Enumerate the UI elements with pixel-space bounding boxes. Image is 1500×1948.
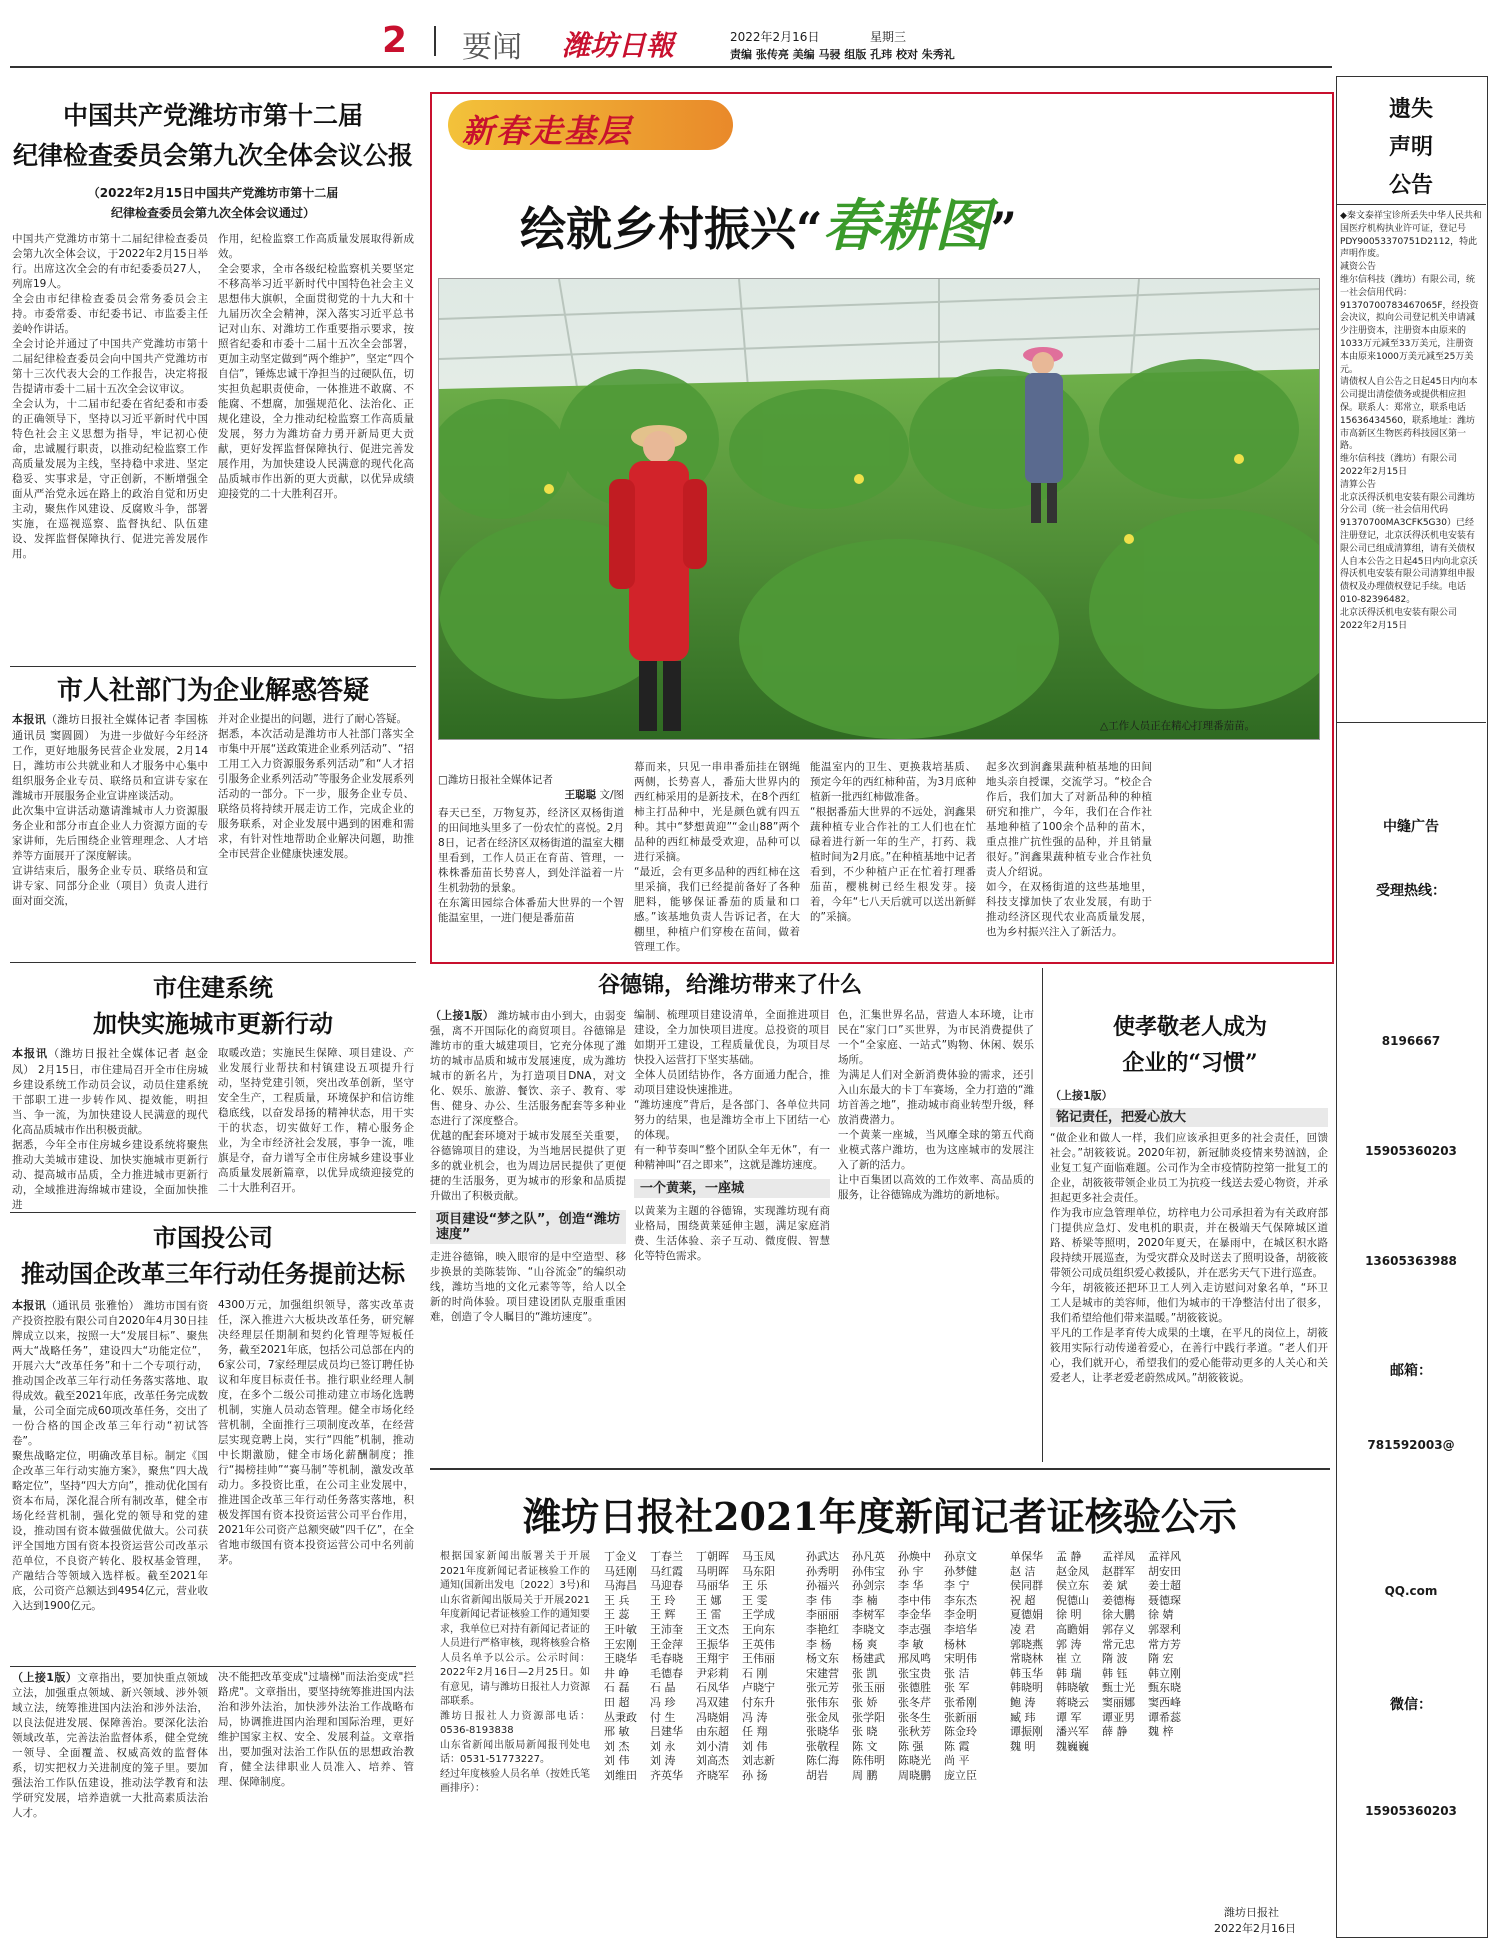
notice-names-col11: 孟祥凤 赵群军 姜 斌 姜德梅 徐大鹏 郭存义 常元忠 隋 波 韩 钰 甄士光 窦丽娜 谭亚男 薛 静 bbox=[1102, 1550, 1135, 1739]
elderly-title-1: 使孝敬老人成为 bbox=[1112, 1014, 1267, 1040]
headline-suffix: ” bbox=[990, 202, 1017, 256]
feature-byline bbox=[438, 772, 624, 802]
invest-body-col1 bbox=[12, 1298, 208, 1662]
hr-body-col2: 并对企业提出的问题，进行了耐心答疑。 据悉，本次活动是潍坊市人社部门落实全市集中开展“送政策进企业系列活动”、“招工用工入力资源服务系列活动”和“人才招引服务企业系列活动”等服务企业发展系列活动的一部分。下一步，服务企业专员、联络员将持续开展走访工作，完成企业的服务联系，对企业发展中遇到的困难和需求，有针对性地帮助企业解决问题，助推全市民营企业健康快速发展。 bbox=[218, 713, 414, 860]
notice-names-col9: 单保华 赵 洁 侯同群 祝 超 夏德娟 凌 君 郭晓燕 常晓林 韩玉华 韩晓明 鲍 涛 臧 玮 谭振刚 魏 明 bbox=[1010, 1550, 1043, 1753]
rule-2 bbox=[10, 962, 416, 963]
notice-names-col5: 孙武达 孙秀明 孙福兴 李 伟 李丽丽 李艳红 李 杨 杨文东 宋建营 张元芳 张伟东 张金凤 张晓华 张敬程 陈仁海 胡岩 bbox=[806, 1550, 839, 1782]
zhonglian-title: 中缝广告 bbox=[1383, 819, 1439, 835]
notice-footer-date: 2022年2月16日 bbox=[1214, 1922, 1296, 1935]
ad-rule-1 bbox=[1336, 204, 1486, 205]
gude-col2-extra: 以黄莱为主题的谷德锦，实现潍坊现有商业格局，围绕黄莱延伸主题，满足家庭消费、生活体验、亲子互动、微度假、智慧化等特色需求。 bbox=[634, 1205, 830, 1262]
feature-body-col4: 起多次到润鑫果蔬种植基地的田间地头亲自授课，交流学习。“校企合作后，我们加大了对新品种的种植研究和推广，今年，我们在合作社基地种植了100余个品种的苗木，重点推广抗性强的品种，并且销量很好。”润鑫果蔬种植专业合作社负责人介绍说。 如今，在双杨街道的这些基地里，科技支撑加快了农业发展，有助于推动经济区现代农业高质量发展，也为乡村振兴注入了新活力。 bbox=[986, 761, 1152, 938]
issue-weekday: 星期三 bbox=[870, 30, 907, 44]
hr-title: 市人社部门为企业解惑答疑 bbox=[56, 676, 369, 706]
lost-title-3: 公告 bbox=[1388, 172, 1433, 198]
gude-body-col3: 色，汇集世界名品，营造人本环境，让市民在“家门口”买世界，为市民消费提供了一个“全家庭、一站式”购物、休闲、娱乐场所。 为满足人们对全新消费体验的需求，还引入山东最大的卡丁车赛场，全力打造的“潍坊首善之地”，推动城市商业转型升级，释放消费潜力。 一个黄莱一座城，当风靡全球的第五代商业模式落户潍坊，也为这座城市的发展注入了新的活力。 让中百集团以高效的工作效率、高品质的服务，让谷德锦成为潍坊的新地标。 bbox=[838, 1009, 1034, 1201]
city-byline-label: 本报讯 bbox=[12, 1047, 49, 1060]
page-number: 2 bbox=[382, 20, 408, 61]
photo-caption: △工作人员正在精心打理番茄苗。 bbox=[1100, 720, 1256, 732]
hr-body-col1 bbox=[12, 712, 208, 962]
elderly-body-text: “做企业和做人一样，我们应该承担更多的社会责任，回馈社会。”胡筱筱说。2020年初，新冠肺炎疫情来势汹汹，企业复工复产面临难题。公司作为全市疫情防控第一批复工的企业，胡筱筱带领企业员工为抗疫一线送去爱心物资，并承担起更多社会责任。 作为我市应急管理单位，坊梓电力公司承担着为有关政府部门提供应急灯、发电机的职责，并在极端天气保障城区道路、桥梁等照明，2020年夏天，在暴雨中，在城区积水路段持续开展巡查，为受灾群众及时送去了照明设备，胡筱筱带领公司成员组织爱心救援队，并在恶劣天气下进行巡查。 今年，胡筱筱还把环卫工人列入走访慰问对象名单，“环卫工人是城市的美容师，他们为城市的干净整洁付出了很多，我们希望给他们带来温暖。”胡筱筱说。 平凡的工作是孝育传大成果的土壤，在平凡的岗位上，胡筱筱用实际行动传递着爱心，在善行中践行孝道。“老人们开心，我们就开心，希望我们的爱心能带动更多的人关心和关爱老人，让孝老爱老蔚然成风。”胡筱筱说。 bbox=[1050, 1132, 1328, 1384]
gude-source: （上接1版） bbox=[430, 1009, 494, 1022]
law-body-col1: （上接1版）文章指出，要加快重点领域立法，加强重点领域、新兴领域、涉外领域立法，统筹推进国内法治和涉外法治，以良法促进发展、保障善治。要深化法治领域改革，完善法治监督体系，健全党统一领导、全面覆盖、权威高效的监督体系，切实把权力关进制度的笼子里。要加强法治工作队伍建设，推动法学教育和法学研究发展，培养造就一大批高素质法治人才。 bbox=[12, 1671, 208, 1819]
notice-title: 潍坊日报社2021年度新闻记者证核验公示 bbox=[523, 1494, 1237, 1539]
gude-subhead-1: 项目建设“梦之队”，创造“潍坊速度” bbox=[430, 1210, 626, 1244]
city-title-2: 加快实施城市更新行动 bbox=[93, 1009, 333, 1038]
notice-body: 根据国家新闻出版署关于开展2021年度新闻记者证核验工作的通知(国新出发电〔2022〕3号)和山东省新闻出版局关于开展2021年度新闻记者证核验工作的通知要求，我单位已对持有新闻记者证的人员进行严格审核，现将核验合格人员名单予以公示。公示时间：2022年2月16日—2月25日。如有意见，请与潍坊日报社人力资源部联系。 潍坊日报社人力资源部电话：0536-8193838 山东省新闻出版局新闻报刊处电话：0531-51773227。 经过年度核验人员名单（按姓氏笔画排序）： bbox=[440, 1551, 590, 1794]
discipline-body-col2: 作用，纪检监察工作高质量发展取得新成效。 全会要求，全市各级纪检监察机关要坚定不移高举习近平新时代中国特色社会主义思想伟大旗帜，全面贯彻党的十九大和十九届历次全会精神，深入落实习近平总书记对山东、对潍坊工作重要指示要求，按照省纪委和市委十二届十五次全会部署，更加主动坚定做到“两个维护”，坚定“四个自信”，锤炼忠诚干净担当的过硬队伍，切实担负起职责使命，一体推进不敢腐、不能腐、不想腐，加强规范化、法治化、正规化建设，全力推动纪检监察工作高质量发展，努力为潍坊奋力勇开新局更大贡献，更好发挥监督保障执行、促进完善发展作用，为加快建设人民满意的现代化高品质城市作出新的更大贡献，以优异成绩迎接党的二十大胜利召开。 bbox=[218, 233, 414, 500]
feature-author-name: 王聪聪 bbox=[564, 789, 597, 801]
discipline-body-col1: 中国共产党潍坊市第十二届纪律检查委员会第九次全体会议，于2022年2月15日举行。出席这次全会的有市纪委委员27人，列席19人。 全会由市纪律检查委员会常务委员会主持。市委常委、市纪委书记、市监委主任姜岭作讲话。 全会讨论并通过了中国共产党潍坊市第十二届纪律检查委员会向中国共产党潍坊市第十三次代表大会的工作报告，决定将报告提请市委十二届十五次全会议审议。 全会认为，十二届市纪委在省纪委和市委的正确领导下，坚持以习近平新时代中国特色社会主义思想为指导，牢记初心使命，忠诚履行职责，以推动纪检监察工作高质量发展为主线，坚持稳中求进、坚定稳妥、实事求是，守正创新，不断增强全面从严治党永远在路上的政治自觉和历史主动，聚焦作风建设、反腐败斗争，部署实施，在巡视巡察、监督执纪、队伍建设、发挥监督保障执行、促进完善发展作用。 bbox=[12, 233, 208, 560]
hr-byline-label: 本报讯 bbox=[12, 713, 46, 726]
city-byline: （潍坊日报社全媒体记者 赵金凤） bbox=[12, 1047, 208, 1076]
ad-phone-1[interactable]: 8196667 bbox=[1381, 1034, 1441, 1048]
feature-body-col3: 能温室内的卫生、更换栽培基质、预定今年的西红柿种苗，为3月底种植新一批西红柿做准备。 “根据番茄大世界的不远处，润鑫果蔬种植专业合作社的工人们也在忙碌着进行新一年的生产，打药、栽植时间为2月底。”在种植基地中记者看到，不少种植户正在忙着打理番茄苗，樱桃树已经生根发芽。接着，今年“七八天后就可以送出新鲜的”采摘。 bbox=[810, 761, 976, 923]
ad-email-2[interactable]: QQ.com bbox=[1384, 1584, 1438, 1598]
divider-bar bbox=[434, 26, 436, 56]
notice-names-col4: 马玉凤 马东阳 王 乐 王 雯 王学成 王向东 王英伟 王伟丽 石 刚 卢晓宁 付东升 冯 涛 任 翔 刘 伟 刘志新 孙 扬 bbox=[742, 1550, 775, 1782]
feature-body-col2: 幕而来，只见一串串番茄挂在钢绳两侧，长势喜人，番茄大世界内的西红柿采用的是新技术，在8个西红柿主打品种中，光是颜色就有四五种。其中“梦想黄迎”“金山88”两个品种的西红柿最受欢迎，品种可以进行采摘。 “最近，会有更多品种的西红柿在这里采摘，我们已经提前备好了各种肥料，能够保证番茄的质量和口感。”该基地负责人告诉记者，在大棚里，种植户们穿梭在苗间，做着管理工作。 bbox=[634, 761, 800, 952]
top-rule bbox=[10, 66, 1332, 68]
law-body-col2: 决不能把改革变成"过墙梯"而法治变成"拦路虎"。文章指出，要坚持统筹推进国内法治和涉外法治，加快涉外法治工作战略布局，协调推进国内治理和国际治理，更好维护国家主权、安全、发展利益。文章指出，要加强对法治工作队伍的思想政治教育，健全法律职业人员准入、培养、管理、保障制度。 bbox=[218, 1671, 414, 1788]
lost-body: ◆秦文泰祥宝诊所丢失中华人民共和国医疗机构执业许可证，登记号PDY90053370751D2112，特此声明作废。 减资公告 维尔信科技（潍坊）有限公司，统一社会信用代码：91370700783467065F，经投资会决议，拟向公司登记机关申请减少注册资本，注册资本由原来的1033万元减至33万美元，注册资本由原来1000万美元减至25万美元。 请债权人自公告之日起45日内向本公司提出清偿债务或提供相应担保。联系人：郑常立，联系电话15636434560，联系地址：潍坊市高新区生物医药科技园区第一路。 维尔信科技（潍坊）有限公司 2022年2月15日 清算公告 北京沃得沃机电安装有限公司潍坊分公司（统一社会信用代码91370700MA3CFK5G30）已经注册登记，北京沃得沃机电安装有限公司已组成清算组，请有关债权人自本公告之日起45日内向北京沃得沃机电安装有限公司清算组申报债权及办理债权登记手续。电话010-82396482。 北京沃得沃机电安装有限公司 2022年2月15日 bbox=[1340, 211, 1482, 631]
city-body-col2: 取暖改造；实施民生保障、项目建设、产业发展行业帮扶和村镇建设五项提升行动，坚持党建引领，突出改革创新，坚守安全生产，工程质量，环境保护和信访维稳底线，以奋发昂扬的精神状态，用干实干的状态，切实做好工作，精心服务企业，为全市经济社会发展，事争一流，唯旗是夺，奋力谱写全市住房城乡建设事业高质量发展新篇章，以优异成绩迎接党的二十大胜利召开。 bbox=[218, 1047, 414, 1194]
wechat-label: 微信： bbox=[1390, 1697, 1432, 1713]
feature-headline bbox=[520, 182, 1240, 262]
invest-body-col2: 4300万元，加强组织领导，落实改革责任，深入推进六大板块改革任务，研究解决经理层任期制和契约化管理等短板任务，截至2021年底，包括公司总部在内的6家公司，7家经理层成员均已签订聘任协议和年度目标责任书。推行职业经理人制度，在多个二级公司推动建立市场化选聘机制，实施人员动态管理。健全市场化经营机制，全面推行三项制度改革，在经营层实现竞聘上岗，实行“四能”机制，推动中长期激励，健全市场化薪酬制度；推行“揭榜挂帅”“赛马制”等机制，激发改革动力。多投资比重，在公司主业发展中，推进国企改革三年行动任务落实落地，积极发挥国有资本投资运营公司平台作用，2021年公司资产总额突破“四千亿”，在全省地市级国有资本投资运营公司中名列前茅。 bbox=[218, 1299, 414, 1566]
law-source: （上接1版） bbox=[12, 1671, 78, 1684]
notice-names-col3: 丁朝晖 马明晖 马丽华 王 娜 王 雷 王文杰 王振华 王翔宇 尹彩莉 石凤华 冯双建 冯晓娟 由东超 刘小清 刘高杰 齐晓军 bbox=[696, 1550, 729, 1782]
gude-body-col2 bbox=[634, 1008, 830, 1462]
feature-body-col1: 春天已至，万物复苏，经济区双杨街道的田间地头里多了一份农忙的喜悦。2月8日，记者在经济区双杨街道的温室大棚里看到，工作人员正在育苗、管理，一株株番茄苗长势喜人，到处洋溢着一片生机勃勃的景象。 在东篱田园综合体番茄大世界的一个智能温室里，一进门便是番茄苗 bbox=[438, 807, 624, 924]
notice-footer-org: 潍坊日报社 bbox=[1224, 1906, 1279, 1919]
greenhouse-photo bbox=[438, 278, 1320, 740]
ad-email-1[interactable]: 781592003@ bbox=[1367, 1438, 1455, 1452]
invest-title-1: 市国投公司 bbox=[153, 1223, 273, 1252]
vertical-rule-elderly bbox=[1042, 968, 1043, 1462]
elderly-title-2: 企业的“习惯” bbox=[1122, 1050, 1258, 1076]
feature-author-suffix: 文/图 bbox=[599, 789, 624, 801]
paper-name: 潍坊日報 bbox=[562, 29, 675, 62]
gude-title: 谷德锦，给潍坊带来了什么 bbox=[597, 972, 862, 998]
hotline-label: 受理热线： bbox=[1376, 883, 1446, 899]
feature-author-label: □潍坊日报社全媒体记者 bbox=[438, 774, 553, 786]
notice-names-col12: 孟祥风 胡安田 姜士超 聂德琛 徐 婧 郭翠利 常方芳 隋 宏 韩立刚 甄东晓 窦西峰 谭希蕊 魏 梓 bbox=[1148, 1550, 1181, 1739]
rule-notice-top bbox=[430, 1468, 1330, 1470]
gude-col1-text: 潍坊城市由小到大，由弱变强，离不开国际化的商贸项目。谷德锦是潍坊市的重大城建项目，它充分体现了潍坊的城市品质和城市发展速度，成为潍坊城市的新名片，为打造项目DNA，对文化、娱乐、旅游、餐饮、亲子、教育、零售、健身、办公、生活服务配套等多种业态进行了深度整合。 优越的配套环境对于城市发展至关重要，谷德锦项目的建设，为当地居民提供了更多的就业机会，也为周边居民提供了更便捷的生活服务，更为城市的形象和品质提升做出了积极贡献。 bbox=[430, 1010, 626, 1202]
gude-body-col1 bbox=[430, 1008, 626, 1462]
hr-byline: （潍坊日报社全媒体记者 李国栋 通讯员 窦圆圆） bbox=[12, 713, 208, 742]
notice-names-col10: 孟 静 赵金凤 侯立东 倪德山 徐 明 高瞻娟 郭 涛 崔 立 韩 瑞 韩晓敏 蒋晓云 谭 军 潘兴军 魏巍巍 bbox=[1056, 1550, 1089, 1753]
rule-1 bbox=[10, 666, 416, 667]
discipline-subtitle-1: （2022年2月15日中国共产党潍坊市第十二届 bbox=[87, 186, 339, 200]
feature-banner-text: 新春走基层 bbox=[462, 112, 633, 150]
discipline-title-2: 纪律检查委员会第九次全体会议公报 bbox=[12, 141, 413, 170]
email-label: 邮箱： bbox=[1390, 1363, 1432, 1379]
notice-names-col1: 丁金义 马廷刚 马海昌 王 兵 王 蕊 王叶敏 王宏刚 王晓华 井 峥 石 磊 田 超 丛秉政 邢 敏 刘 杰 刘 伟 刘维田 bbox=[604, 1550, 637, 1782]
masthead bbox=[0, 0, 1500, 65]
feature-body-col5 bbox=[1162, 760, 1322, 952]
ad-rule-2 bbox=[1336, 722, 1486, 723]
section-title: 要闻 bbox=[462, 30, 522, 65]
invest-title-2: 推动国企改革三年行动任务提前达标 bbox=[21, 1259, 405, 1288]
rule-3 bbox=[10, 1212, 416, 1213]
ad-wechat[interactable]: 15905360203 bbox=[1365, 1804, 1457, 1818]
city-col1-text: 2月15日，市住建局召开全市住房城乡建设系统工作动员会议，动员住建系统干部职工进一步转作风、提效能，明担当、争一流，为加快建设人民满意的现代化高品质城市作出积极贡献。 据悉，今年全市住房城乡建设系统将聚焦推动大美城市建设、加快实施城市更新行动、提高城市品质，全力推进城市更新行动，全域推进海绵城市建设，全面加快推进 bbox=[12, 1064, 208, 1211]
discipline-subtitle-2: 纪律检查委员会第九次全体会议通过） bbox=[110, 206, 315, 220]
invest-byline-label: 本报讯 bbox=[12, 1299, 46, 1312]
rule-4 bbox=[10, 1666, 416, 1667]
elderly-body bbox=[1050, 1088, 1328, 1462]
notice-names-col2: 丁春兰 马红霞 马迎春 王 玲 王 辉 王沛奎 王金萍 毛春晓 毛德春 石 晶 冯 珍 付 生 吕建华 刘 永 刘 涛 齐英华 bbox=[650, 1550, 683, 1782]
lost-title-1: 遗失 bbox=[1388, 96, 1433, 122]
gude-col1-extra: 走进谷德锦，映入眼帘的是中空造型、移步换景的美陈装饰、“山谷流金”的编织动线，潍坊当地的文化元素等等，给人以全新的时尚体验。项目建设团队克服重重困难，创造了令人瞩目的“潍坊速度”。 bbox=[430, 1251, 626, 1323]
editors: 责编 张传亮 美编 马骎 组版 孔玮 校对 朱秀礼 bbox=[730, 48, 955, 61]
lost-title-2: 声明 bbox=[1388, 134, 1433, 160]
gude-col2-text: 编制、梳理项目建设清单，全面推进项目建设，全力加快项目进度。总投资的项目如期开工建设，工程质量优良，为项目尽快投入运营打下坚实基础。 全体人员团结协作，各方面通力配合，推动项目建设快速推进。 “潍坊速度”背后，是各部门、各单位共同努力的结果，也是潍坊全市上下团结一心的体现。 有一种节奏叫“整个团队全年无休”，有一种精神叫“召之即来”，这就是潍坊速度。 bbox=[634, 1009, 830, 1171]
discipline-title-1: 中国共产党潍坊市第十二届 bbox=[62, 101, 363, 130]
invest-byline: （通讯员 张雅怡） bbox=[45, 1299, 140, 1312]
hr-col1-text: 为进一步做好今年经济工作，更好地服务民营企业发展，2月14日，潍坊市公共就业和人才服务中心集中组织服务企业专员、联络员和宣讲专家在潍城市开展服务企业宣讲座谈活动。 此次集中宣讲活动邀请潍城市人力资源服务企业和部分市直企业人力资源方面的专家讲师，先后围绕企业管理理念、人才培养等方面展开了深度解读。 宣讲结束后，服务企业专员、联络员和宣讲专家、同部分企业（项目）负责人进行面对面交流， bbox=[12, 730, 208, 907]
notice-names-col7: 孙焕中 孙 宇 李 华 李中伟 李金华 李志强 李 敏 邢凤鸣 张宝贵 张德胜 张冬芹 张冬生 张秋芳 陈 强 陈晓光 周晓鹏 bbox=[898, 1550, 931, 1782]
issue-date: 2022年2月16日 bbox=[730, 30, 820, 44]
elderly-source: （上接1版） bbox=[1050, 1089, 1113, 1102]
gude-subhead-2: 一个黄莱，一座城 bbox=[634, 1179, 830, 1198]
ad-phone-3[interactable]: 13605363988 bbox=[1365, 1254, 1457, 1268]
greenhouse-illustration bbox=[439, 279, 1319, 739]
notice-names-col6: 孙凡英 孙伟宝 孙剑宗 李 楠 李树军 李晓文 杨 爽 杨建武 张 凯 张玉丽 张 娇 张学阳 张 晓 陈 文 陈伟明 周 鹏 bbox=[852, 1550, 885, 1782]
ad-phone-2[interactable]: 15905360203 bbox=[1365, 1144, 1457, 1158]
elderly-subhead: 铭记责任，把爱心放大 bbox=[1050, 1108, 1328, 1127]
city-title-1: 市住建系统 bbox=[153, 973, 273, 1002]
headline-highlight: 春耕图 bbox=[822, 193, 991, 259]
city-body-col1 bbox=[12, 1046, 208, 1246]
headline-prefix: 绘就乡村振兴“ bbox=[520, 202, 823, 256]
invest-col1-text: 潍坊市国有资产投资控股有限公司自2020年4月30日挂牌成立以来，按照一大“发展目标”、聚焦两大“战略任务”，建设四大“功能定位”，开展六大“改革任务”和十二个专项行动，推动国企改革三年行动任务落实落地、取得成效。截至2021年底，改革任务完成数量，公司全面完成60项改革任务，交出了一份合格的国企改革三年行动“初试答卷”。 聚焦战略定位，明确改革目标。制定《国企改革三年行动实施方案》，聚焦“四大战略定位”，坚持“四大方向”，推动优化国有资本布局，深化混合所有制改革，健全市场化经营机制，强化党的领导和党的建设，推动国有资本做强做优做大。公司获评全国地方国有资本投资运营公司改革示范单位，不良资产转化、股权基金管理，产融结合等领域入选样板。截至2021年底，公司资产总额达到4954亿元，营业收入达到1900亿元。 bbox=[12, 1300, 208, 1612]
notice-names-col8: 孙京文 孙梦健 李 宁 李东杰 李金明 李培华 杨林 宋明伟 张 洁 张 军 张希刚 张新丽 陈金玲 陈 霞 尚 平 庞立臣 bbox=[944, 1550, 977, 1782]
